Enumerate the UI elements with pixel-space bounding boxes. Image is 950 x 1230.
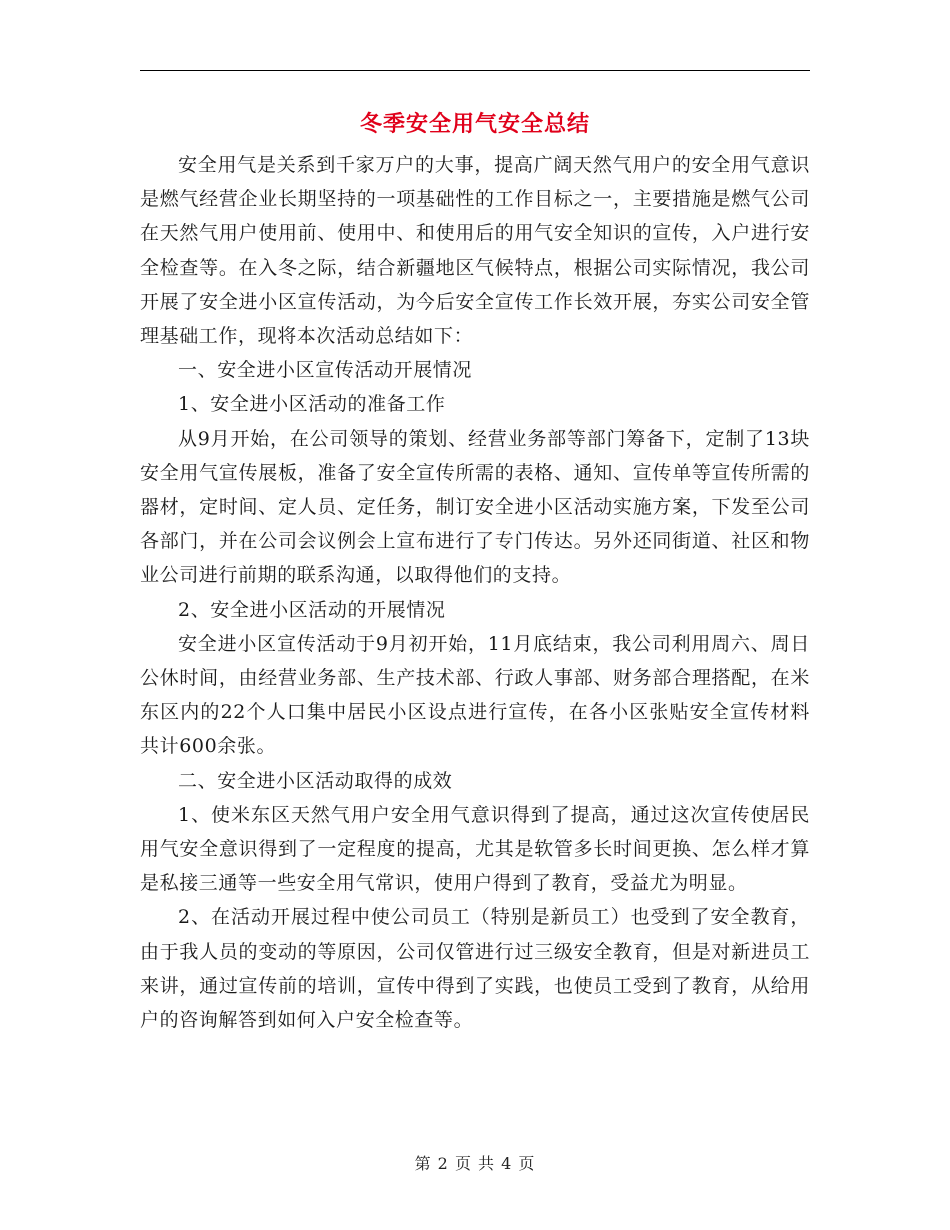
subsection-heading-1-1: 1、安全进小区活动的准备工作 <box>178 393 446 416</box>
header-rule <box>140 70 810 71</box>
section-heading-1: 一、安全进小区宣传活动开展情况 <box>178 359 473 382</box>
page-number-footer: 第 2 页 共 4 页 <box>414 1154 536 1173</box>
paragraph-result-2: 2、在活动开展过程中使公司员工（特别是新员工）也受到了安全教育，由于我人员的变动的等原因，公司仅管进行过三级安全教育，但是对新进员工来讲，通过宣传前的培训，宣传中得到了实践，也使员工受到了教育，从给用户的咨询解答到如何入户安全检查等。 <box>140 906 810 1032</box>
subsection-heading-1-2: 2、安全进小区活动的开展情况 <box>178 598 446 621</box>
document-body <box>140 148 810 1037</box>
paragraph-intro: 安全用气是关系到千家万户的大事，提高广阔天然气用户的安全用气意识是燃气经营企业长期坚持的一项基础性的工作目标之一，主要措施是燃气公司在天然气用户使用前、使用中、和使用后的用气安全知识的宣传，入户进行安全检查等。在入冬之际，结合新疆地区气候特点，根据公司实际情况，我公司开展了安全进小区宣传活动，为今后安全宣传工作长效开展，夯实公司安全管理基础工作，现将本次活动总结如下： <box>140 154 810 348</box>
paragraph-preparation: 从9月开始，在公司领导的策划、经营业务部等部门筹备下，定制了13块安全用气宣传展板，准备了安全宣传所需的表格、通知、宣传单等宣传所需的器材，定时间、定人员、定任务，制订安全进小区活动实施方案，下发至公司各部门，并在公司会议例会上宣布进行了专门传达。另外还同街道、社区和物业公司进行前期的联系沟通，以取得他们的支持。 <box>140 427 810 587</box>
paragraph-activities: 安全进小区宣传活动于9月初开始，11月底结束，我公司利用周六、周日公休时间，由经营业务部、生产技术部、行政人事部、财务部合理搭配，在米东区内的22个人口集中居民小区设点进行宣传，在各小区张贴安全宣传材料共计600余张。 <box>140 632 810 758</box>
document-title: 冬季安全用气安全总结 <box>359 112 590 137</box>
paragraph-result-1: 1、使米东区天然气用户安全用气意识得到了提高，通过这次宣传使居民用气安全意识得到了一定程度的提高，尤其是软管多长时间更换、怎么样才算是私接三通等一些安全用气常识，使用户得到了教育，受益尤为明显。 <box>140 803 810 895</box>
section-heading-2: 二、安全进小区活动取得的成效 <box>178 769 453 792</box>
